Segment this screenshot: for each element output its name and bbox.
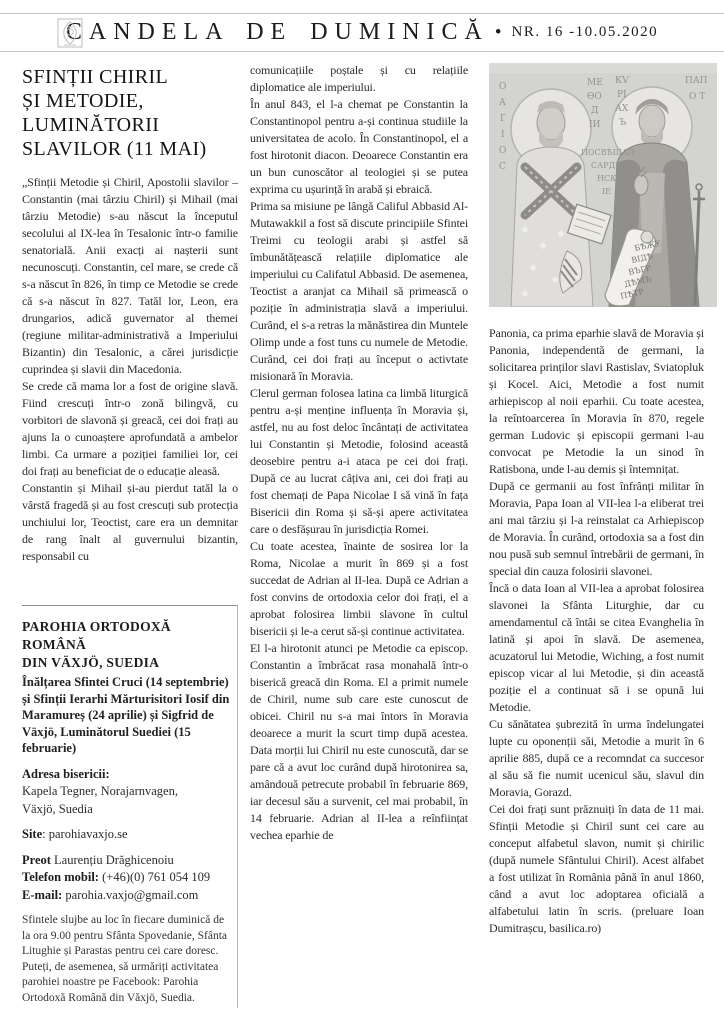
icon-inscription: НСК [597,174,617,183]
candela-emblem-logo [55,17,85,54]
icon-inscription: С [499,162,506,172]
article-paragraph: comunicațiile poștale și cu relațiile diplomatice ale imperiului. [250,63,468,94]
icon-inscription: Д [591,106,599,116]
article-title-line: SFINȚII CHIRIL [22,66,169,88]
article-title-line: ȘI METODIE, [22,90,144,112]
article-paragraph: Se crede că mama lor a fost de origine slavă. Fiind crescuți într-o zonă bilingvă, cu vorbitori de slavonă și greacă, cei doi frați au ajuns la o cunoaștere aprofundată a ambelor limbi. Ca urmare a poziției familiei lor, cei doi frați au beneficiat de o educație aleasă. [22,379,238,478]
masthead [0,13,724,52]
icon-inscription: БѢЖУ [633,238,662,253]
article-paragraph: Prima sa misiune pe lângă Califul Abbasid Al-Mutawakkil a fost să discute principiile Sfintei Treimi cu teologii arabi și astfel să îmbunătățească relațiile diplomatice ale imperiului cu Califatul Abbasid. De asemenea, Teoctist a aranjat ca Mihail să primească o poziție în administrația slavă a imperiului. Curând, el s-a retras la mănăstirea din Muntele Olimp unde a fost tuns cu numele de Metodie. Curând, cei doi frați au început o activtate misionară în Moravia. [250,199,468,383]
right-column [489,325,704,937]
phone-label: Telefon mobil: [22,870,99,884]
icon-inscription: О [499,146,507,156]
icon-inscription: ПОСВѢЩАЛ [581,148,635,157]
icon-inscription: ПѢТР [619,287,645,301]
icon-inscription: О Т [689,92,706,102]
icon-inscription: РІ [617,90,627,100]
icon-inscription: Г [500,114,506,124]
address-label: Adresa bisericii: [22,766,110,781]
icon-inscription: МЕ [587,78,603,88]
article-paragraph: După ce germanii au fost înfrânți militar în Moravia, Papa Ioan al VII-lea l-a eliberat trei ani mai târziu și l-a reinstalat ca Arhiepiscop de Moravia. În curând, ortodoxia sa a fost din nou pusă sub semnul întrebării de germani, în special din cauza folosirii slavonei. [489,479,704,578]
article-paragraph: „Sfinții Metodie și Chiril, Apostolii slavilor – Constantin (mai târziu Chiril) și Mihail (mai târziu Metodie) s-au născut la începutul secolului al IX-lea în Tesalonic într-o familie senatorială. Anii exacți ai nașterii sunt necunoscuți. Constantin, cel mare, se crede că s-a născut în 826, în timp ce Metodie se crede că s-a născut în 827. Tatăl lor, Leon, era drungarios, adică guvernator al themei (regiune militar-administrativă a Imperiului Bizantin) din Tesalonic, a cărei jurisdicție cuprindea și slavii din Macedonia. [22,175,238,376]
icon-inscription: САРДЕ [591,161,621,170]
article-paragraph: Cu sănătatea șubrezită în urma îndelungatei lupte cu oponenții săi, Metodie a murit în 6 aprilie 885, după ce a recomndat ca succesor al său să fie numit ucenicul său, slavul din Moravia, Gorazd. [489,717,704,799]
parish-title-line: PAROHIA ORTODOXĂ ROMÂNĂ [22,619,171,652]
site-line [22,826,232,844]
icon-inscription: Ъ [619,118,627,128]
phone-line [22,869,232,887]
article-paragraph: Constantin și Mihail și-au pierdut tatăl la o vârstă fragedă și au fost crescuți sub protecția unchiului lor, Teoctist, care era un demnitar de rang înalt al guvernului bizantin, responsabil cu [22,481,238,563]
priest-label: Preot [22,852,51,867]
icon-inscription: ВЪГР [627,263,652,277]
address-line: Växjö, Suedia [22,801,93,816]
icon-inscription: КѴ [615,76,630,86]
icon-inscription: А [499,98,506,108]
icon-inscription: ѲО [587,92,602,102]
site-label: Site [22,827,43,841]
parish-info-box [22,605,238,1008]
icon-inscription: ВІДѢ [630,251,654,265]
site-url: : parohiavaxjo.se [42,827,128,841]
newsletter-title: CANDELA DE DUMINICĂ [65,19,489,45]
email-line [22,887,232,905]
article-paragraph: Cu toate acestea, înainte de sosirea lor la Roma, Nicolae a murit în 869 și a fost succedat de Adrian al II-lea. După ce Adrian a fost convins de ortodoxia celor doi frați, el a aprobat folosirea limbii slavone în cultul bisericii și le-a cerut să-și continue activitatea. [250,539,468,638]
article-paragraph: Cei doi frați sunt prăznuiți în data de 11 mai. Sfinții Metodie și Chiril sunt cei care au conceput alfabetul slavon, numit și chirilic (după numele Sfântului Chiril). Acest alfabet a fost utilizat în România până în anul 1860, când a avut loc adoptarea oficială a alfabetului latin în scris. (preluare Ioan Dumitrașcu, basilica.ro) [489,802,704,935]
article-paragraph: Panonia, ca prima eparhie slavă de Moravia și Panonia, independentă de germani, la solicitarea prinților slavi Rastislav, Sviatopluk și Kocel. Aici, Metodie a fost numit arhiepiscop al noii eparhii. Cu toate acestea, la reîntoarcerea în Moravia în 870, regele german Ludovic și episcopii germani l-au convocat pe Metodie la un sinod în Ratisbona, unde l-au demis și întemnițat. [489,326,704,476]
icon-inscription: ІИ [589,120,601,130]
priest-line [22,852,232,870]
left-column [22,62,238,1008]
parish-title [22,618,232,672]
icon-inscription: ІЕ [602,187,611,196]
article-paragraph: El l-a hirotonit atunci pe Metodie ca episcop. Constantin a îmbrăcat rasa monahală într-o biserică greacă din Roma. El a primit numele de Chiril, nume sub care este cunoscut de obicei. Chiril nu s-a mai întors în Moravia deoarece a murit la scurt timp după acestea. Data morții lui Chiril nu este cunoscută, dar se pare că a avut loc curând după hirotonirea sa, amândouă petrecute probabil în februarie 869, iar decesul său a survenit, cel mai probabil, în 14 februarie. Adrian al II-lea a reînființat vechea eparhie de [250,641,468,842]
article-title-line: SLAVILOR (11 MAI) [22,138,207,160]
article-paragraph: Încă o data Ioan al VII-lea a aprobat folosirea slavonei la Sfânta Liturghie, dar cu amendamentul că întâi se citea Evanghelia în latină și apoi în slavă. De asemenea, acuzatorul lui Metodie, Wiching, a fost numit episcop vicar al lui Metodie, și din această poziție el a continuat să i se opună lui Metodie. [489,581,704,714]
email-label: E-mail: [22,887,63,902]
issue-number: NR. 16 -10.05.2020 [511,24,659,40]
icon-inscription: АХ [615,104,629,114]
services-note: Sfintele slujbe au loc în fiecare duminică de la ora 9.00 pentru Sfânta Spovedanie, Sfânta Litughie și Parastas pentru cei care doresc. Puteți, de asemenea, să urmăriți activitatea parohiei noastre pe Facebook: Parohia Ortodoxă Română din Văxjö, Suedia. [22,914,228,1004]
article-paragraph: În anul 843, el l-a chemat pe Constantin la Constantinopol pentru a-și continua studiile la universitatea de acolo. În Constantinopol, el a fost hirotonit diacon. Deoarece Constantin era un bun cunoscător al teologiei și se putea exprima cu ușurință în arabă și ebraică. [250,97,468,196]
saints-icon-image [489,63,717,307]
icon-inscription: ПАП [685,76,708,86]
address-line: Kapela Tegner, Norajarnvagen, [22,784,178,798]
icon-inscription: І [501,130,505,140]
parish-feast-days: Înălțarea Sfintei Cruci (14 septembrie) și Sfinții Ierarhi Mărturisitori Iosif din Maramureș (24 aprilie) și Sigfrid de Växjö, Luminătorul Suediei (15 februarie) [22,675,230,755]
icon-inscription: О [499,82,507,92]
article-title-line: LUMINĂTORII [22,114,160,136]
article-paragraph: Clerul german folosea latina ca limbă liturgică pentru a-și menține influența în Moravia și, astfel, nu au fost deloc încântați de activitatea lui Constantin și Metodie, folosind această deosebire pentru a-i ataca pe cei doi frați. După ce au lucrat câțiva ani, cei doi frați au fost chemați de Papa Nicolae I să vină în fața Bisericii din Roma și să-și apere activitatea care o desfășurau în jurisdicția Romei. [250,386,468,536]
middle-column [250,62,468,1008]
parish-title-line: DIN VÄXJÖ, SUEDIA [22,655,160,670]
article-title [22,65,238,161]
icon-inscription: ДѢМЪ [623,274,652,289]
bullet-separator: • [494,21,502,43]
phone-number: (+46)(0) 761 054 109 [98,870,211,884]
email-address: parohia.vaxjo@gmail.com [62,887,199,902]
priest-name: Laurențiu Drăghicenoiu [50,852,174,867]
